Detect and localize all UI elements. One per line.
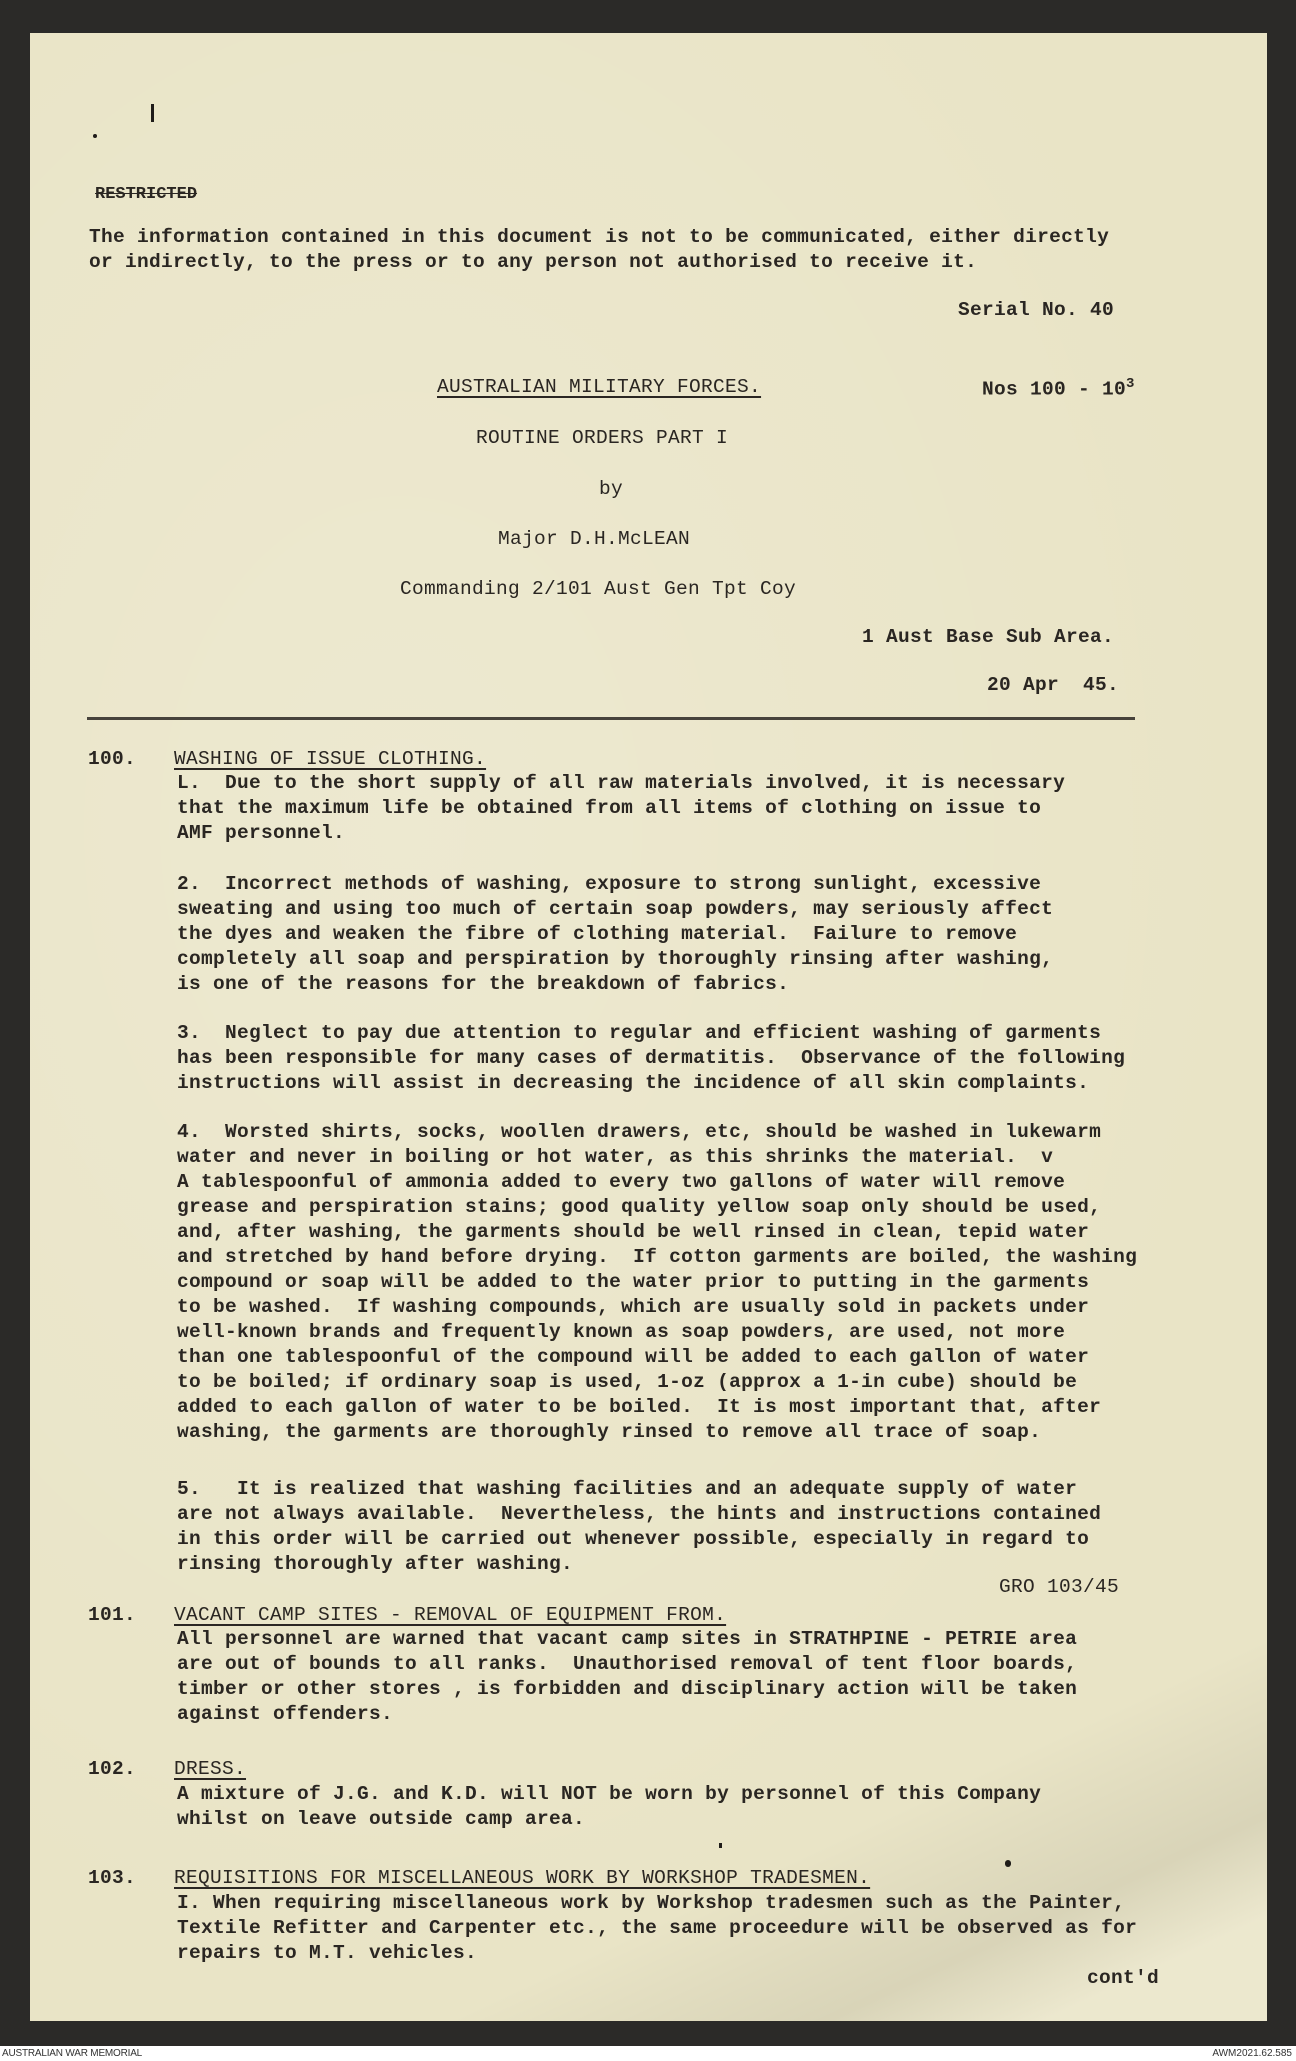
heading-command: Commanding 2/101 Aust Gen Tpt Coy [400,578,797,600]
order-100-paragraph-1: L. Due to the short supply of all raw materials involved, it is necessary that the maximum life be obtained from all items of clothing on issue to AMF personnel. [177,772,1066,844]
order-numbers-range: Nos 100 - 10 [982,378,1127,401]
order-number-100: 100. [88,748,137,770]
order-number-102: 102. [88,1758,137,1780]
order-100-reference: GRO 103/45 [999,1576,1120,1598]
notice-line-1: The information contained in this document is not to be communicated, either directly [89,226,1110,248]
order-101-paragraph-1: All personnel are warned that vacant camp sites in STRATHPINE - PETRIE area are out of bounds to all ranks. Unauthorised removal of tent floor boards, timber or other stores , is forbidden and disciplinary action will be taken against offenders. [177,1628,1078,1725]
order-100-paragraph-5: 5. It is realized that washing facilities and an adequate supply of water are not always available. Nevertheless, the hints and instructions contained in this order will be carried out whenever possible, especially in regard to rinsing thoroughly after washing. [177,1478,1102,1575]
order-title-103: REQUISITIONS FOR MISCELLANEOUS WORK BY WORKSHOP TRADESMEN. [174,1867,871,1889]
heading-by: by [599,478,624,500]
heading-officer: Major D.H.McLEAN [498,528,691,550]
order-title-101: VACANT CAMP SITES - REMOVAL OF EQUIPMENT FROM. [174,1604,727,1626]
accession-number: AWM2021.62.585 [1212,2048,1292,2059]
archive-footer [0,2046,1296,2061]
order-103-paragraph-1: I. When requiring miscellaneous work by Workshop tradesmen such as the Painter, Textile Refitter and Carpenter etc., the same proceedure will be observed as for repairs to M.T. vehicles. [177,1892,1138,1964]
order-100-paragraph-3: 3. Neglect to pay due attention to regular and efficient washing of garments has been responsible for many cases of dermatitis. Observance of the following instructions will assist in decreasing the incidence of all skin complaints. [177,1022,1126,1094]
order-numbers [958,347,1135,403]
header-divider [87,717,1135,720]
order-number-101: 101. [88,1604,137,1626]
ink-mark [151,104,154,122]
order-100-paragraph-2: 2. Incorrect methods of washing, exposure to strong sunlight, excessive sweating and using too much of certain soap powders, may seriously affect the dyes and weaken the fibre of clothing material. Failure to remove completely all soap and perspiration by thoroughly rinsing after washing, is one of the reasons for the breakdown of fabrics. [177,873,1054,995]
continuation-note: cont'd [1087,1967,1160,1989]
order-102-paragraph-1: A mixture of J.G. and K.D. will NOT be worn by personnel of this Company whilst on leave outside camp area. [177,1783,1042,1830]
location: 1 Aust Base Sub Area. [862,626,1115,648]
ink-dot [1005,1860,1011,1867]
classification-stamp: RESTRICTED [95,185,198,204]
order-number-103: 103. [88,1867,137,1889]
order-100-paragraph-4: 4. Worsted shirts, socks, woollen drawers, etc, should be washed in lukewarm water and never in boiling or hot water, as this shrinks the material. v A tablespoonful of ammonia added to every two gallons of water will remove grease and perspiration stains; good quality yellow soap only should be used, and, after washing, the garments should be well rinsed in clean, tepid water and stretched by hand before drying. If cotton garments are boiled, the washing compound or soap will be added to the water prior to putting in the garments to be washed. If washing compounds, which are usually sold in packets under well-known brands and frequently known as soap powders, are used, not more than one tablespoonful of the compound will be added to each gallon of water to be boiled; if ordinary soap is used, 1-oz (approx a 1-in cube) should be added to each gallon of water to be boiled. It is most important that, after washing, the garments are thoroughly rinsed to remove all trace of soap. [177,1121,1138,1443]
order-title-100: WASHING OF ISSUE CLOTHING. [174,748,487,770]
notice-line-2: or indirectly, to the press or to any person not authorised to receive it. [89,251,978,273]
order-numbers-superscript: 3 [1126,376,1135,392]
institution-label: AUSTRALIAN WAR MEMORIAL [2,2048,143,2059]
heading-title: AUSTRALIAN MILITARY FORCES. [437,376,762,398]
ink-dot [93,134,97,138]
order-title-102: DRESS. [174,1758,247,1780]
date: 20 Apr 45. [987,674,1120,696]
heading-subtitle: ROUTINE ORDERS PART I [476,427,729,449]
ink-dot [719,1843,722,1848]
serial-number: Serial No. 40 [958,299,1115,321]
